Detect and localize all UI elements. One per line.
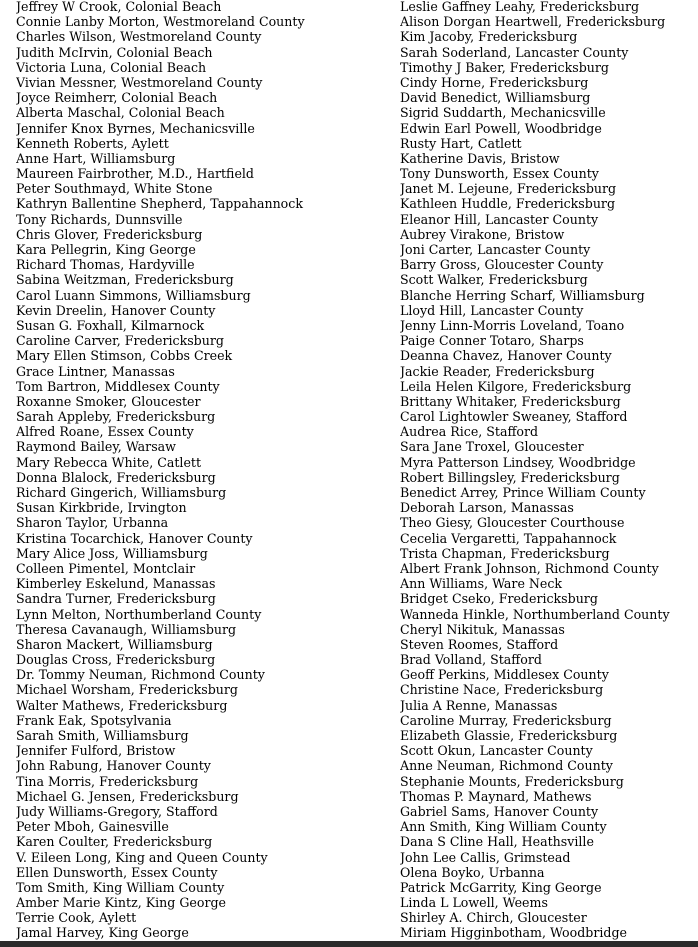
list-item: Sarah Appleby, Fredericksburg bbox=[16, 409, 216, 425]
list-item: Gabriel Sams, Hanover County bbox=[400, 803, 599, 819]
list-item: Maureen Fairbrother, M.D., Hartfield bbox=[16, 166, 254, 182]
list-item: Scott Walker, Fredericksburg bbox=[400, 272, 588, 288]
list-item: Timothy J Baker, Fredericksburg bbox=[400, 59, 609, 75]
list-item: Peter Southmayd, White Stone bbox=[16, 181, 213, 197]
list-item: Dana S Cline Hall, Heathsville bbox=[400, 834, 594, 850]
list-item: Carol Lightowler Sweaney, Stafford bbox=[400, 409, 628, 425]
list-item: Deanna Chavez, Hanover County bbox=[400, 348, 612, 364]
list-item: Sara Jane Troxel, Gloucester bbox=[400, 439, 584, 455]
list-item: Mary Ellen Stimson, Cobbs Creek bbox=[16, 348, 233, 364]
list-item: Terrie Cook, Aylett bbox=[16, 910, 137, 926]
list-item: Deborah Larson, Manassas bbox=[400, 500, 574, 516]
list-item: Jennifer Knox Byrnes, Mechanicsville bbox=[16, 120, 255, 136]
list-item: Cecelia Vergaretti, Tappahannock bbox=[400, 530, 617, 546]
list-item: Geoff Perkins, Middlesex County bbox=[400, 667, 609, 683]
list-item: Douglas Cross, Fredericksburg bbox=[16, 652, 216, 668]
list-item: Grace Lintner, Manassas bbox=[16, 363, 175, 379]
list-item: Albert Frank Johnson, Richmond County bbox=[400, 560, 659, 576]
list-item: Alison Dorgan Heartwell, Fredericksburg bbox=[400, 14, 666, 30]
list-item: Walter Mathews, Fredericksburg bbox=[16, 697, 228, 713]
list-item: Tony Richards, Dunnsville bbox=[16, 211, 183, 227]
list-item: Connie Lanby Morton, Westmoreland County bbox=[16, 14, 305, 30]
list-item: Judy Williams-Gregory, Stafford bbox=[16, 803, 218, 819]
list-item: Myra Patterson Lindsey, Woodbridge bbox=[400, 454, 636, 470]
list-item: Cheryl Nikituk, Manassas bbox=[400, 621, 565, 637]
list-item: Tina Morris, Fredericksburg bbox=[16, 773, 199, 789]
list-item: Janet M. Lejeune, Fredericksburg bbox=[400, 181, 617, 197]
list-item: Alfred Roane, Essex County bbox=[16, 424, 194, 440]
list-item: Michael Worsham, Fredericksburg bbox=[16, 682, 238, 698]
list-item: Carol Luann Simmons, Williamsburg bbox=[16, 287, 251, 303]
list-item: Stephanie Mounts, Fredericksburg bbox=[400, 773, 624, 789]
list-item: Barry Gross, Gloucester County bbox=[400, 257, 604, 273]
list-item: Frank Eak, Spotsylvania bbox=[16, 712, 172, 728]
list-item: Wanneda Hinkle, Northumberland County bbox=[400, 606, 670, 622]
list-item: Caroline Murray, Fredericksburg bbox=[400, 712, 612, 728]
list-item: David Benedict, Williamsburg bbox=[400, 90, 591, 106]
list-item: Christine Nace, Fredericksburg bbox=[400, 682, 604, 698]
list-item: Amber Marie Kintz, King George bbox=[16, 895, 226, 911]
list-item: Leslie Gaffney Leahy, Fredericksburg bbox=[400, 0, 640, 14]
list-item: Jackie Reader, Fredericksburg bbox=[400, 363, 595, 379]
list-item: Jenny Linn-Morris Loveland, Toano bbox=[400, 317, 625, 333]
list-item: Judith McIrvin, Colonial Beach bbox=[16, 44, 213, 60]
list-item: Katherine Davis, Bristow bbox=[400, 150, 560, 166]
list-item: Joni Carter, Lancaster County bbox=[400, 242, 591, 257]
list-item: Lynn Melton, Northumberland County bbox=[16, 606, 262, 622]
list-item: Linda L Lowell, Weems bbox=[400, 895, 548, 911]
list-item: Tony Dunsworth, Essex County bbox=[400, 166, 599, 182]
list-item: Sharon Mackert, Williamsburg bbox=[16, 636, 213, 652]
list-item: Sabina Weitzman, Fredericksburg bbox=[16, 272, 234, 288]
list-item: Kathryn Ballentine Shepherd, Tappahannock bbox=[16, 196, 303, 212]
list-item: Brittany Whitaker, Fredericksburg bbox=[400, 393, 621, 409]
list-item: Sarah Smith, Williamsburg bbox=[16, 728, 189, 743]
list-item: Sandra Turner, Fredericksburg bbox=[16, 591, 216, 607]
list-item: Susan G. Foxhall, Kilmarnock bbox=[16, 317, 205, 333]
list-item: Chris Glover, Fredericksburg bbox=[16, 226, 203, 242]
list-item: Anne Neuman, Richmond County bbox=[400, 758, 613, 774]
list-item: Raymond Bailey, Warsaw bbox=[16, 439, 176, 455]
list-item: Steven Roomes, Stafford bbox=[400, 636, 559, 652]
list-item: Jennifer Fulford, Bristow bbox=[16, 743, 176, 759]
list-item: Elizabeth Glassie, Fredericksburg bbox=[400, 728, 618, 743]
list-item: Michael G. Jensen, Fredericksburg bbox=[16, 788, 239, 804]
list-item: Peter Mboh, Gainesville bbox=[16, 819, 169, 835]
list-item: Ellen Dunsworth, Essex County bbox=[16, 864, 218, 880]
list-item: Kathleen Huddle, Fredericksburg bbox=[400, 196, 616, 212]
list-item: Eleanor Hill, Lancaster County bbox=[400, 211, 599, 227]
list-item: Kenneth Roberts, Aylett bbox=[16, 135, 169, 151]
list-item: Colleen Pimentel, Montclair bbox=[16, 560, 196, 576]
list-item: Rusty Hart, Catlett bbox=[400, 135, 522, 151]
list-item: Bridget Cseko, Fredericksburg bbox=[400, 591, 598, 607]
list-item: Olena Boyko, Urbanna bbox=[400, 864, 545, 880]
list-item: Edwin Earl Powell, Woodbridge bbox=[400, 120, 602, 136]
list-item: Leila Helen Kilgore, Fredericksburg bbox=[400, 378, 632, 394]
list-item: Mary Rebecca White, Catlett bbox=[16, 454, 202, 470]
list-item: Brad Volland, Stafford bbox=[400, 652, 542, 668]
list-item: Vivian Messner, Westmoreland County bbox=[16, 74, 263, 90]
list-item: Kara Pellegrin, King George bbox=[16, 242, 196, 257]
list-item: Theo Giesy, Gloucester Courthouse bbox=[400, 515, 625, 531]
list-item: Patrick McGarrity, King George bbox=[400, 879, 602, 895]
list-item: John Lee Callis, Grimstead bbox=[400, 849, 571, 865]
page-bottom-edge bbox=[0, 941, 698, 947]
list-item: Charles Wilson, Westmoreland County bbox=[16, 29, 262, 45]
list-item: Blanche Herring Scharf, Williamsburg bbox=[400, 287, 645, 303]
list-item: Thomas P. Maynard, Mathews bbox=[400, 788, 592, 804]
list-item: Jamal Harvey, King George bbox=[16, 925, 189, 941]
list-item: Anne Hart, Williamsburg bbox=[16, 150, 176, 166]
list-item: Karen Coulter, Fredericksburg bbox=[16, 834, 213, 850]
list-item: Tom Smith, King William County bbox=[16, 879, 225, 895]
list-item: Sharon Taylor, Urbanna bbox=[16, 515, 169, 531]
list-item: Kimberley Eskelund, Manassas bbox=[16, 576, 216, 592]
list-item: Donna Blalock, Fredericksburg bbox=[16, 469, 216, 485]
signature-list-right bbox=[400, 0, 698, 941]
list-item: Jeffrey W Crook, Colonial Beach bbox=[16, 0, 222, 14]
list-item: Trista Chapman, Fredericksburg bbox=[400, 545, 610, 561]
list-item: Benedict Arrey, Prince William County bbox=[400, 485, 646, 500]
list-item: Cindy Horne, Fredericksburg bbox=[400, 74, 589, 90]
list-item: Roxanne Smoker, Gloucester bbox=[16, 393, 201, 409]
list-item: Miriam Higginbotham, Woodbridge bbox=[400, 925, 627, 941]
list-item: Caroline Carver, Fredericksburg bbox=[16, 333, 224, 349]
list-item: Aubrey Virakone, Bristow bbox=[400, 226, 565, 242]
signature-list-left bbox=[16, 0, 386, 941]
list-item: Susan Kirkbride, Irvington bbox=[16, 500, 187, 516]
list-item: Richard Gingerich, Williamsburg bbox=[16, 485, 227, 500]
list-item: Sigrid Suddarth, Mechanicsville bbox=[400, 105, 606, 121]
list-item: Sarah Soderland, Lancaster County bbox=[400, 44, 629, 60]
list-item: Lloyd Hill, Lancaster County bbox=[400, 302, 584, 318]
list-item: Joyce Reimherr, Colonial Beach bbox=[16, 90, 218, 106]
list-item: Ann Williams, Ware Neck bbox=[400, 576, 563, 592]
list-item: John Rabung, Hanover County bbox=[16, 758, 211, 774]
list-item: Richard Thomas, Hardyville bbox=[16, 257, 195, 273]
list-item: Kim Jacoby, Fredericksburg bbox=[400, 29, 578, 45]
list-item: Dr. Tommy Neuman, Richmond County bbox=[16, 667, 265, 683]
list-item: Ann Smith, King William County bbox=[400, 819, 607, 835]
list-item: Tom Bartron, Middlesex County bbox=[16, 378, 220, 394]
list-item: Alberta Maschal, Colonial Beach bbox=[16, 105, 225, 121]
list-item: Theresa Cavanaugh, Williamsburg bbox=[16, 621, 237, 637]
list-item: Kevin Dreelin, Hanover County bbox=[16, 302, 216, 318]
list-item: Mary Alice Joss, Williamsburg bbox=[16, 545, 208, 561]
list-item: Audrea Rice, Stafford bbox=[400, 424, 539, 440]
list-item: Paige Conner Totaro, Sharps bbox=[400, 333, 584, 349]
list-item: Victoria Luna, Colonial Beach bbox=[16, 59, 207, 75]
list-item: Kristina Tocarchick, Hanover County bbox=[16, 530, 253, 546]
list-item: Scott Okun, Lancaster County bbox=[400, 743, 593, 759]
list-item: V. Eileen Long, King and Queen County bbox=[16, 849, 268, 865]
list-item: Shirley A. Chirch, Gloucester bbox=[400, 910, 587, 926]
list-item: Robert Billingsley, Fredericksburg bbox=[400, 469, 620, 485]
list-item: Julia A Renne, Manassas bbox=[400, 697, 558, 713]
